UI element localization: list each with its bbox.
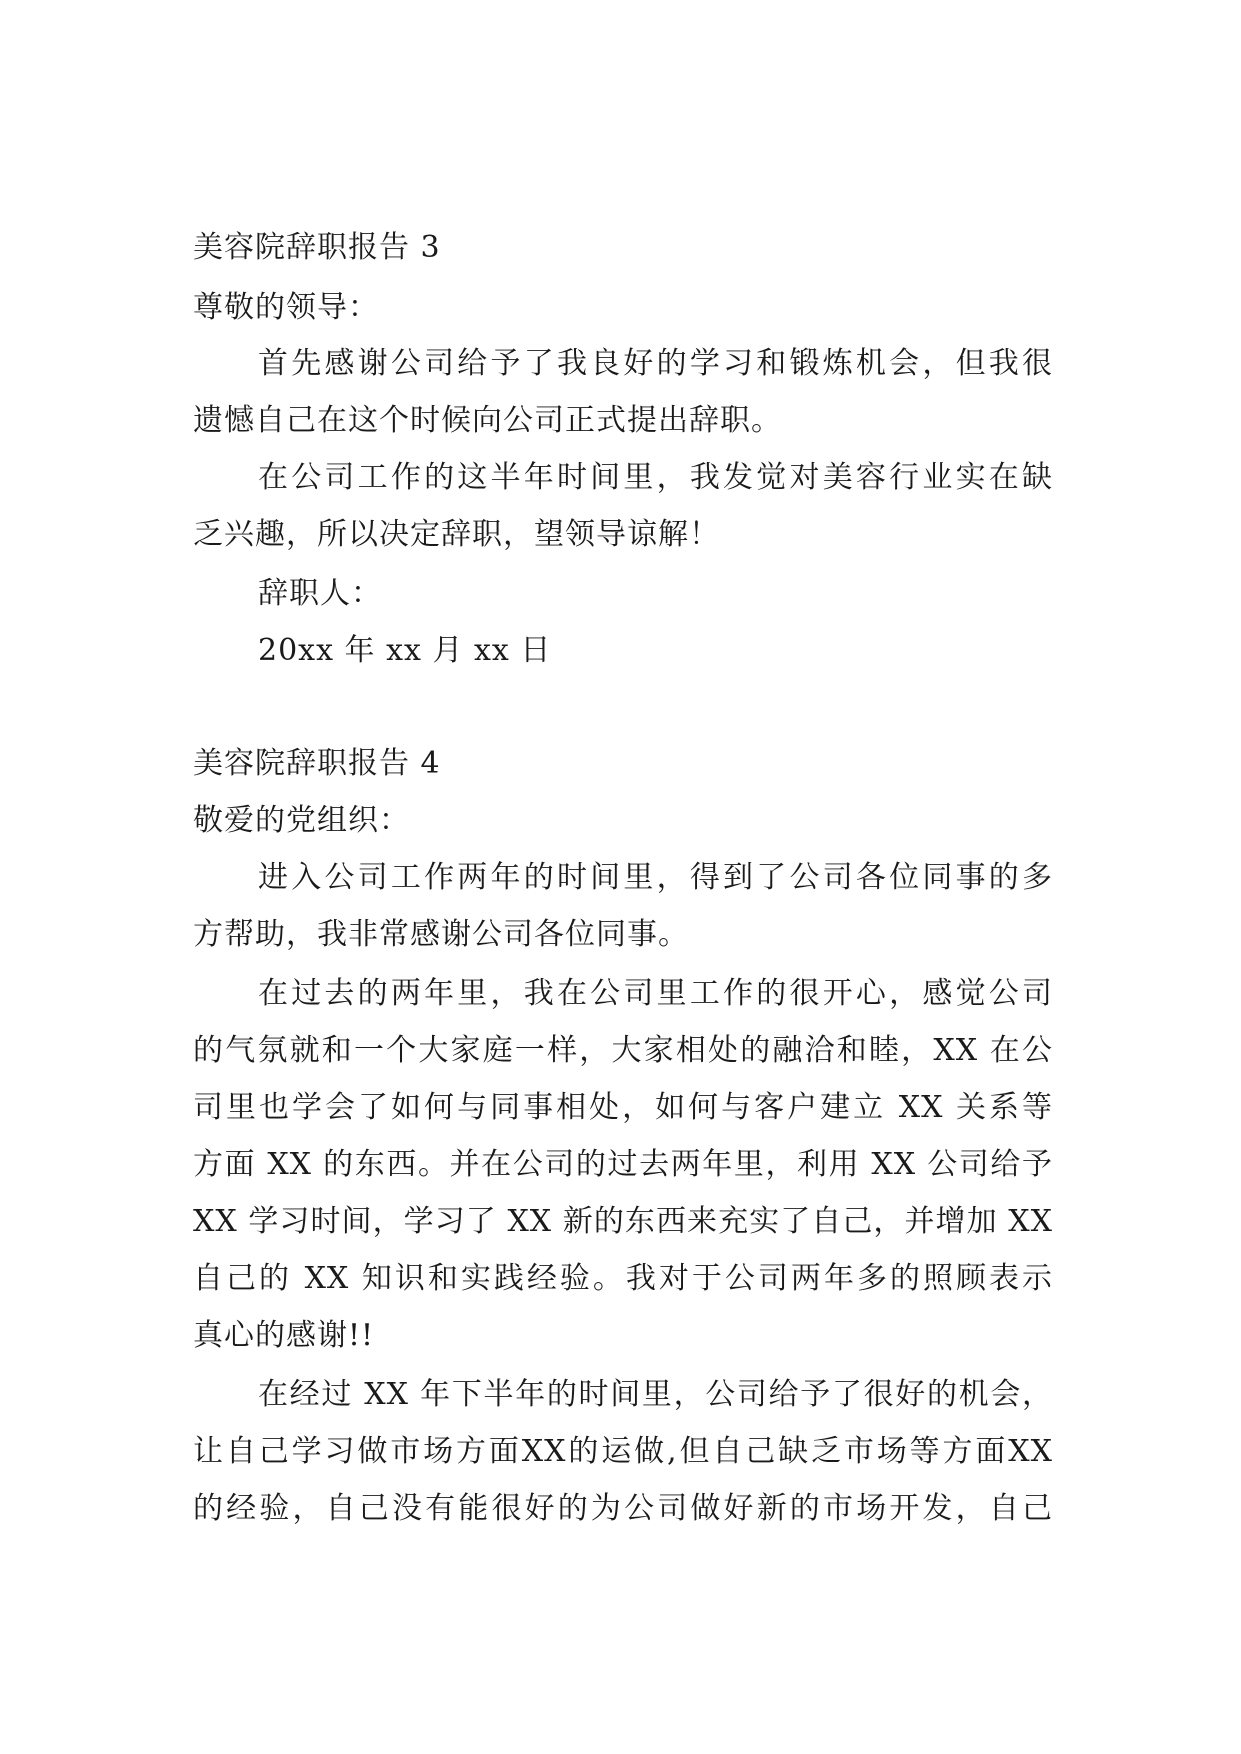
paragraph-line: 进入公司工作两年的时间里，得到了公司各位同事的多 — [258, 860, 1053, 895]
paragraph-line: 的经验，自己没有能很好的为公司做好新的市场开发，自己 — [193, 1491, 1053, 1526]
paragraph-line: 方面 XX 的东西。并在公司的过去两年里，利用 XX 公司给予 — [193, 1147, 1053, 1182]
paragraph-line: 在经过 XX 年下半年的时间里，公司给予了很好的机会， — [258, 1377, 1053, 1412]
date-line: 20xx 年 xx 月 xx 日 — [258, 633, 552, 668]
section-title: 美容院辞职报告 3 — [193, 230, 441, 265]
paragraph-line: 真心的感谢!! — [193, 1318, 375, 1353]
paragraph-line: 首先感谢公司给予了我良好的学习和锻炼机会，但我很 — [258, 346, 1053, 381]
paragraph-line: 司里也学会了如何与同事相处，如何与客户建立 XX 关系等 — [193, 1090, 1053, 1125]
paragraph-line: 乏兴趣，所以决定辞职，望领导谅解！ — [193, 517, 720, 552]
paragraph-line: 自己的 XX 知识和实践经验。我对于公司两年多的照顾表示 — [193, 1261, 1053, 1296]
paragraph-line: 在过去的两年里，我在公司里工作的很开心，感觉公司 — [258, 976, 1053, 1011]
paragraph-line: 方帮助，我非常感谢公司各位同事。 — [193, 917, 689, 952]
paragraph-line: 让自己学习做市场方面XX的运做,但自己缺乏市场等方面XX — [193, 1434, 1053, 1469]
paragraph-line: 在公司工作的这半年时间里，我发觉对美容行业实在缺 — [258, 460, 1053, 495]
paragraph-line: 的气氛就和一个大家庭一样，大家相处的融洽和睦，XX 在公 — [193, 1033, 1053, 1068]
salutation: 敬爱的党组织： — [193, 803, 410, 838]
salutation: 尊敬的领导： — [193, 290, 379, 325]
section-title: 美容院辞职报告 4 — [193, 746, 441, 781]
paragraph-line: XX 学习时间，学习了 XX 新的东西来充实了自己，并增加 XX — [193, 1204, 1053, 1239]
signature-label: 辞职人： — [258, 576, 382, 611]
paragraph-line: 遗憾自己在这个时候向公司正式提出辞职。 — [193, 403, 782, 438]
